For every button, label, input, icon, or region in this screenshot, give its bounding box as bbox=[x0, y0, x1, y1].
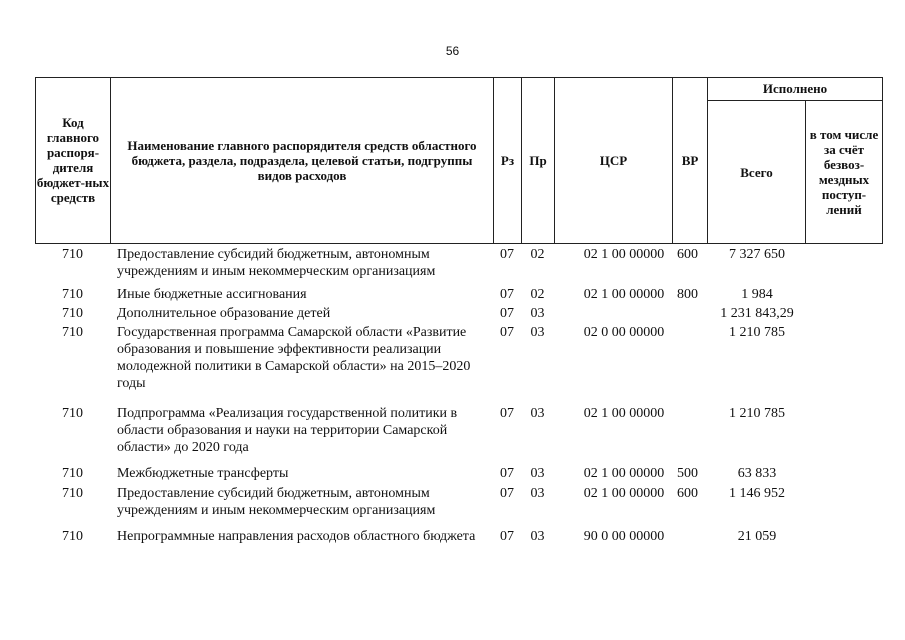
cell-vr: 600 bbox=[677, 247, 698, 262]
cell-name: Государственная программа Самарской области «Развитие образования и повышение эффективности реализации молодежной политики в Самарской области» на 2015–2020 годы bbox=[117, 325, 471, 391]
header-free: в том числе за счёт безвоз-мездных поступ-лений bbox=[809, 127, 879, 217]
header-code: Код главного распоря-дителя бюджет-ных средств bbox=[36, 115, 110, 205]
cell-pr: 03 bbox=[530, 466, 545, 481]
cell-csr: 02 1 00 00000 bbox=[583, 287, 665, 302]
cell-code: 710 bbox=[62, 486, 83, 501]
cell-total: 1 146 952 bbox=[729, 486, 785, 501]
cell-name: Дополнительное образование детей bbox=[117, 306, 331, 321]
cell-code: 710 bbox=[62, 466, 83, 481]
cell-name: Предоставление субсидий бюджетным, автономным учреждениям и иным некоммерческим организациям bbox=[117, 486, 436, 518]
cell-csr: 02 1 00 00000 bbox=[583, 247, 665, 262]
cell-rz: 07 bbox=[500, 466, 514, 481]
cell-code: 710 bbox=[62, 529, 83, 544]
cell-pr: 03 bbox=[530, 486, 545, 501]
cell-code: 710 bbox=[62, 406, 83, 421]
cell-total: 1 984 bbox=[741, 287, 773, 302]
cell-total: 21 059 bbox=[737, 529, 777, 544]
header-vr: ВР bbox=[681, 152, 699, 168]
header-rz: Рз bbox=[500, 152, 515, 168]
cell-rz: 07 bbox=[500, 325, 514, 340]
page-number: 56 bbox=[445, 44, 460, 58]
header-border bbox=[882, 77, 883, 244]
header-csr: ЦСР bbox=[599, 152, 628, 168]
cell-vr: 600 bbox=[677, 486, 698, 501]
cell-total: 7 327 650 bbox=[729, 247, 785, 262]
cell-csr: 02 1 00 00000 bbox=[583, 466, 665, 481]
cell-rz: 07 bbox=[500, 529, 514, 544]
cell-name: Иные бюджетные ассигнования bbox=[117, 287, 307, 302]
cell-total: 1 210 785 bbox=[729, 325, 785, 340]
cell-code: 710 bbox=[62, 247, 83, 262]
cell-pr: 02 bbox=[530, 247, 545, 262]
header-executed: Исполнено bbox=[762, 81, 828, 96]
table-header bbox=[35, 77, 883, 244]
header-pr: Пр bbox=[529, 152, 547, 168]
cell-csr: 02 1 00 00000 bbox=[583, 486, 665, 501]
header-bottom-border bbox=[35, 243, 883, 244]
header-name: Наименование главного распорядителя средств областного бюджета, раздела, подраздела, целевой статьи, подгруппы видов расходов bbox=[127, 137, 477, 183]
cell-total: 1 210 785 bbox=[729, 406, 785, 421]
cell-pr: 03 bbox=[530, 529, 545, 544]
header-total: Всего bbox=[740, 164, 773, 180]
cell-total: 1 231 843,29 bbox=[720, 306, 794, 321]
cell-rz: 07 bbox=[500, 247, 514, 262]
cell-pr: 03 bbox=[530, 406, 545, 421]
cell-name: Непрограммные направления расходов областного бюджета bbox=[117, 529, 476, 544]
cell-code: 710 bbox=[62, 287, 83, 302]
cell-pr: 03 bbox=[530, 325, 545, 340]
cell-csr: 90 0 00 00000 bbox=[583, 529, 665, 544]
cell-rz: 07 bbox=[500, 306, 514, 321]
cell-code: 710 bbox=[62, 325, 83, 340]
cell-csr: 02 0 00 00000 bbox=[583, 325, 665, 340]
cell-pr: 02 bbox=[530, 287, 545, 302]
cell-vr: 800 bbox=[677, 287, 698, 302]
cell-name: Межбюджетные трансферты bbox=[117, 466, 289, 481]
cell-vr: 500 bbox=[677, 466, 698, 481]
cell-rz: 07 bbox=[500, 406, 514, 421]
cell-rz: 07 bbox=[500, 287, 514, 302]
cell-code: 710 bbox=[62, 306, 83, 321]
cell-name: Предоставление субсидий бюджетным, автономным учреждениям и иным некоммерческим организациям bbox=[117, 247, 436, 279]
cell-total: 63 833 bbox=[737, 466, 777, 481]
cell-pr: 03 bbox=[530, 306, 545, 321]
cell-rz: 07 bbox=[500, 486, 514, 501]
cell-csr: 02 1 00 00000 bbox=[583, 406, 665, 421]
cell-name: Подпрограмма «Реализация государственной политики в области образования и науки на территории Самарской области» до 2020 года bbox=[117, 406, 458, 455]
